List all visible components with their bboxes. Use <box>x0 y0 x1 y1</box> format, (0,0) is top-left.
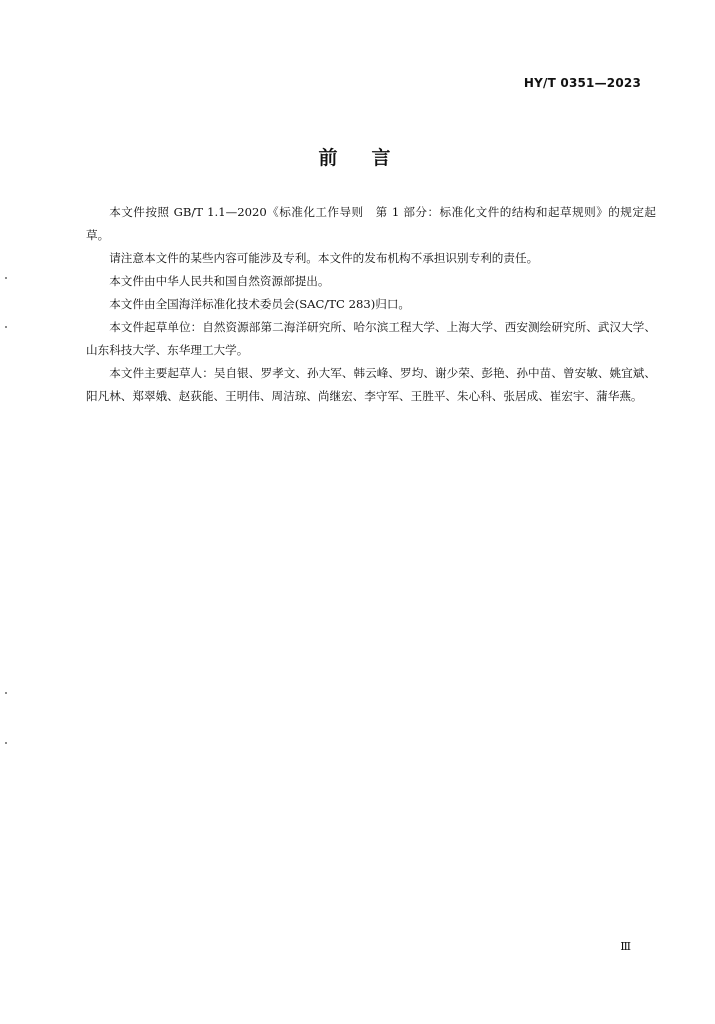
paragraph-drafting-rules: 本文件按照 GB/T 1.1—2020《标准化工作导则 第 1 部分：标准化文件的结构和起草规则》的规定起草。 <box>86 205 656 242</box>
paragraph-patent-notice: 请注意本文件的某些内容可能涉及专利。本文件的发布机构不承担识别专利的责任。 <box>109 251 539 265</box>
foreword-body <box>86 201 656 408</box>
scan-artifact-dot <box>5 742 7 744</box>
scan-artifact-dot <box>5 692 7 694</box>
paragraph-proposer: 本文件由中华人民共和国自然资源部提出。 <box>109 274 330 288</box>
scan-artifact-dot <box>5 277 7 279</box>
page-number: Ⅲ <box>620 940 631 953</box>
paragraph-drafting-units: 本文件起草单位：自然资源部第二海洋研究所、哈尔滨工程大学、上海大学、西安测绘研究所、武汉大学、山东科技大学、东华理工大学。 <box>86 320 656 357</box>
scan-artifact-dot <box>5 326 7 328</box>
paragraph-drafters: 本文件主要起草人：吴自银、罗孝文、孙大军、韩云峰、罗均、谢少荣、彭艳、孙中苗、曾安敏、姚宜斌、阳凡林、郑翠娥、赵荻能、王明伟、周洁琼、尚继宏、李守军、王胜平、朱心科、张居成、崔宏宇、蒲华燕。 <box>86 366 656 403</box>
paragraph-committee: 本文件由全国海洋标准化技术委员会(SAC/TC 283)归口。 <box>109 297 411 311</box>
page-title: 前言 <box>318 147 425 169</box>
standard-code: HY/T 0351—2023 <box>523 76 641 90</box>
